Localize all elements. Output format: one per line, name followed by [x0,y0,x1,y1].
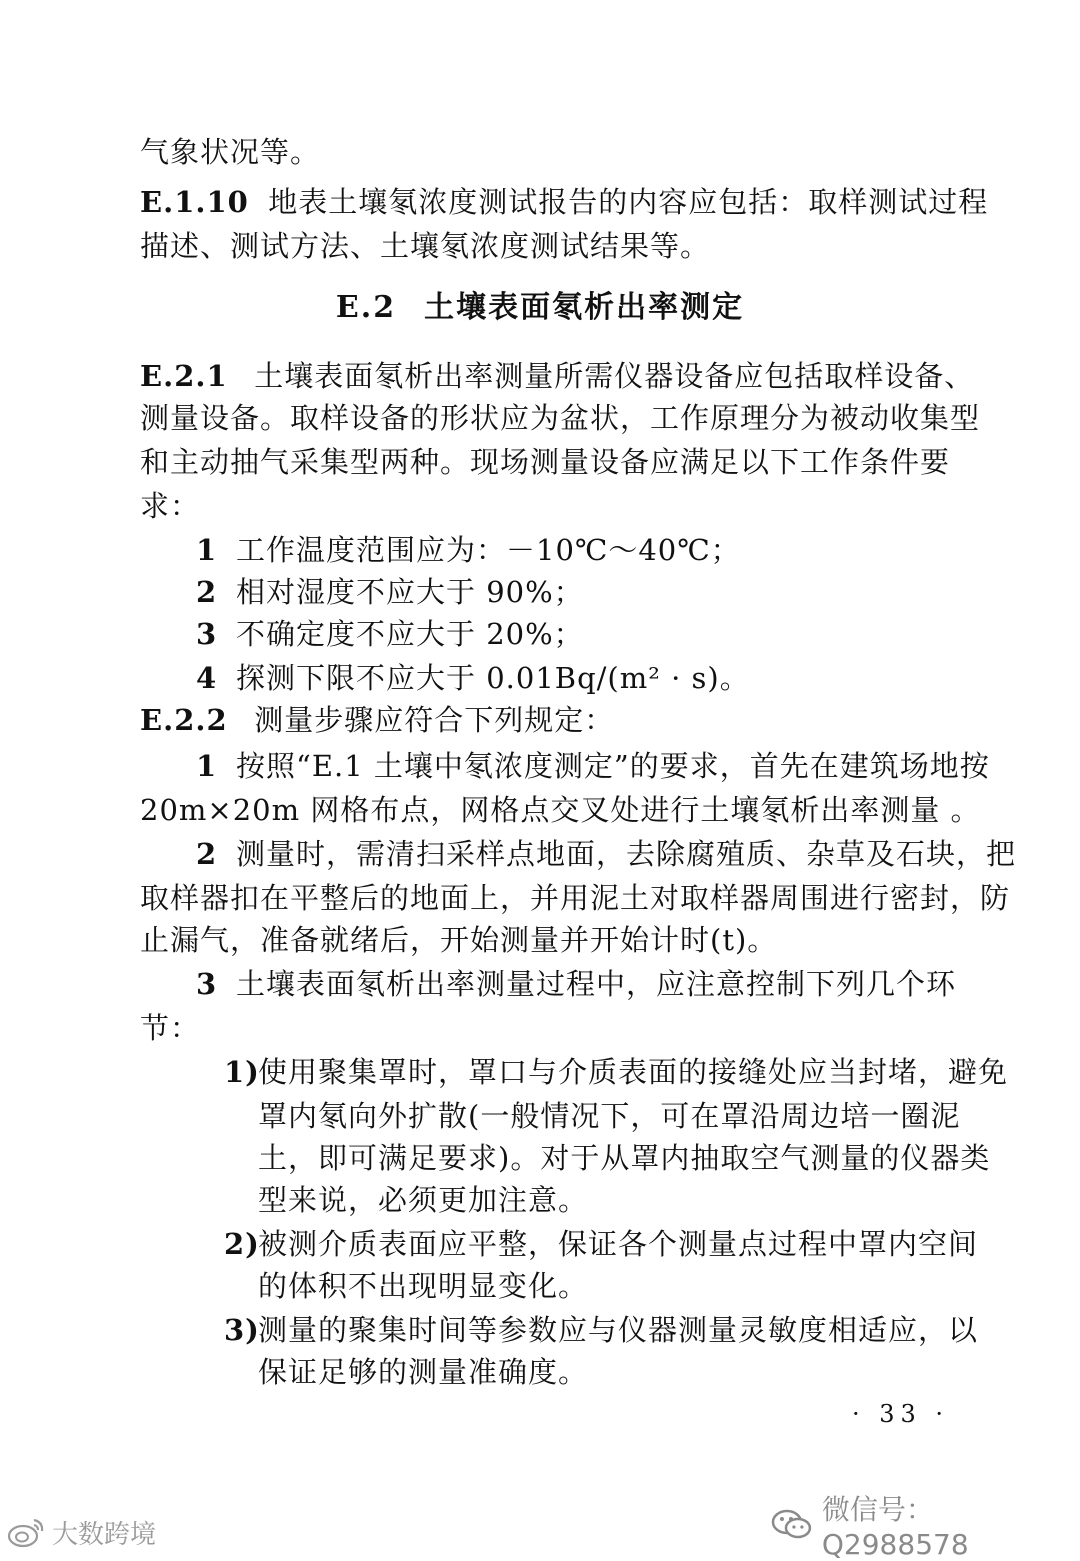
list-item [196,614,584,654]
item-number: 4 [196,661,218,695]
sub-item-number: 1) [224,1055,260,1089]
clause-text: 测量步骤应符合下列规定： [254,703,615,737]
step-text: 按照“E.1 土壤中氡浓度测定”的要求，首先在建筑场地按 [236,749,990,783]
step-text: 测量时，需清扫采样点地面，去除腐殖质、杂草及石块，把 [236,837,1017,871]
item-number: 2 [196,575,218,609]
page-number: · 33 · [852,1400,950,1428]
sub-item-3 [224,1310,978,1350]
text-line: 止漏气，准备就绪后，开始测量并开始计时(t)。 [140,923,778,957]
sub-item-number: 2) [224,1227,260,1261]
text-line: 和主动抽气采集型两种。现场测量设备应满足以下工作条件要 [140,445,951,479]
text-line: 土，即可满足要求)。对于从罩内抽取空气测量的仪器类 [258,1141,991,1175]
clause-e-1-10 [140,182,988,222]
list-item [196,572,584,612]
text-line: 测量设备。取样设备的形状应为盆状，工作原理分为被动收集型 [140,401,981,435]
sub-item-text: 被测介质表面应平整，保证各个测量点过程中罩内空间 [258,1227,979,1261]
clause-number: E.2.2 [140,703,228,737]
brand-watermark [6,1514,156,1551]
text-line: 取样器扣在平整后的地面上，并用泥土对取样器周围进行密封，防 [140,881,1011,915]
text-line: 型来说，必须更加注意。 [258,1183,589,1217]
text-line: 的体积不出现明显变化。 [258,1269,589,1303]
item-text: 不确定度不应大于 20%； [236,617,584,651]
clause-text: 土壤表面氡析出率测量所需仪器设备应包括取样设备、 [254,359,975,393]
watermark-text: 微信号：Q2988578 [821,1493,969,1561]
step-2 [196,834,1016,874]
wechat-icon [770,1507,814,1543]
text-line: 节： [140,1011,201,1045]
section-title: 土壤表面氡析出率测定 [424,290,745,325]
clause-text: 地表土壤氡浓度测试报告的内容应包括：取样测试过程 [268,185,989,219]
item-text: 相对湿度不应大于 90%； [236,575,584,609]
item-text: 探测下限不应大于 0.01Bq/(m² · s)。 [236,661,750,695]
sub-item-text: 测量的聚集时间等参数应与仪器测量灵敏度相适应，以 [258,1313,979,1347]
text-line: 保证足够的测量准确度。 [258,1355,589,1389]
text-line: 求： [140,489,201,523]
wechat-watermark [770,1488,1080,1561]
item-text: 工作温度范围应为：－10℃～40℃； [236,533,741,567]
clause-e-2-1 [140,356,974,396]
sub-item-2 [224,1224,978,1264]
text-line: 20m×20m 网格布点，网格点交叉处进行土壤氡析出率测量 。 [140,793,981,827]
list-item [196,530,741,570]
list-item [196,658,750,698]
section-heading [0,288,1080,328]
text-line: 描述、测试方法、土壤氡浓度测试结果等。 [140,229,711,263]
step-text: 土壤表面氡析出率测量过程中，应注意控制下列几个环 [236,967,957,1001]
text-line: 罩内氡向外扩散(一般情况下，可在罩沿周边培一圈泥 [258,1099,961,1133]
clause-e-2-2 [140,700,614,740]
step-3 [196,964,956,1004]
sub-item-number: 3) [224,1313,260,1347]
weibo-icon [6,1516,46,1550]
watermark-text: 大数跨境 [52,1520,157,1550]
item-number: 1 [196,533,218,567]
item-number: 3 [196,617,218,651]
step-number: 3 [196,967,218,1001]
sub-item-1 [224,1052,1008,1092]
step-1 [196,746,990,786]
text-line: 气象状况等。 [140,135,321,169]
clause-number: E.2.1 [140,359,228,393]
clause-number: E.1.10 [140,185,249,219]
step-number: 1 [196,749,218,783]
section-number: E.2 [335,290,397,325]
step-number: 2 [196,837,218,871]
sub-item-text: 使用聚集罩时，罩口与介质表面的接缝处应当封堵，避免 [258,1055,1009,1089]
